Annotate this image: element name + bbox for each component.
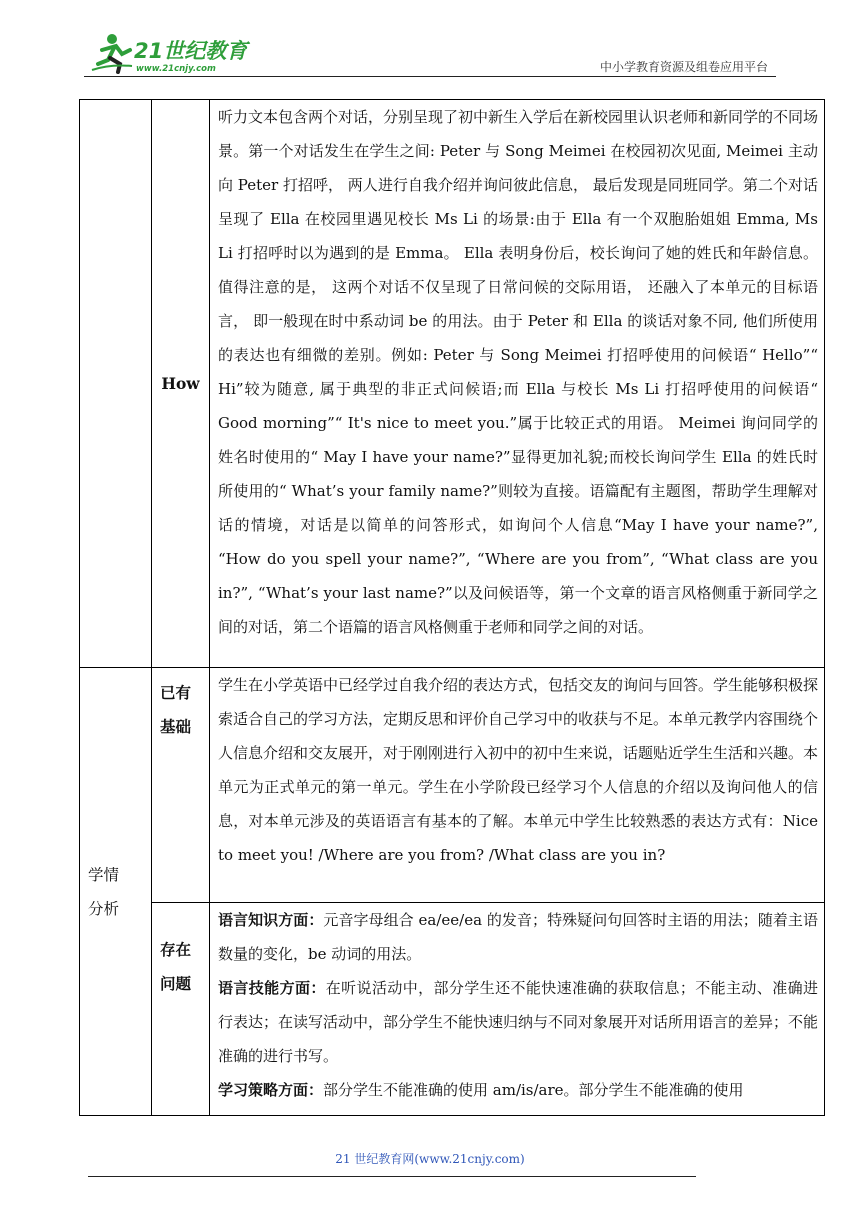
- problems-label-cell: [152, 903, 210, 1116]
- footer-url[interactable]: 21 世纪教育网(www.21cnjy.com): [335, 1152, 525, 1166]
- problems-text-cell: [210, 903, 825, 1116]
- table-row-how: [80, 100, 825, 668]
- problem-item: [218, 971, 818, 1073]
- foundation-label-line2: 基础: [160, 717, 192, 736]
- xueqing-label-line2: 分析: [88, 899, 120, 918]
- header-divider: [84, 76, 776, 77]
- how-label: How: [152, 100, 210, 668]
- problems-label-line1: 存在: [160, 940, 192, 959]
- problem-item-title: 学习策略方面：: [218, 1081, 324, 1099]
- problems-label-line2: 问题: [160, 974, 192, 993]
- empty-cell: [80, 100, 152, 668]
- xueqing-label-line1: 学情: [88, 865, 120, 884]
- problem-item-text: 在听说活动中，部分学生还不能快速准确的获取信息；不能主动、准确进行表达；在读写活动中，部分学生不能快速归纳与不同对象展开对话所用语言的差异；不能准确的进行书写。: [218, 979, 819, 1065]
- logo-text: 21世纪教育: [134, 39, 248, 63]
- logo-url: www.21cnjy.com: [136, 64, 216, 74]
- problem-item-title: 语言技能方面：: [218, 979, 326, 997]
- footer-divider: [88, 1176, 696, 1177]
- problem-item: [218, 903, 818, 971]
- how-text: 听力文本包含两个对话，分别呈现了初中新生入学后在新校园里认识老师和新同学的不同场景。第一个对话发生在学生之间: Peter 与 Song Meimei 在校园初次见面, Meimei 主动向 Peter 打招呼， 两人进行自我介绍并询问彼此信息， 最后发现是同班同学。第二个对话呈现了 Ella 在校园里遇见校长 Ms Li 的场景:由于 Ella 有一个双胞胎姐姐 Emma, Ms Li 打招呼时以为遇到的是 Emma。 Ella 表明身份后，校长询问了她的姓氏和年龄信息。值得注意的是， 这两个对话不仅呈现了日常问候的交际用语， 还融入了本单元的目标语言， 即一般现在时中系动词 be 的用法。由于 Peter 和 Ella 的谈话对象不同, 他们所使用的表达也有细微的差别。例如: Peter 与 Song Meimei 打招呼使用的问候语“ Hello”“ Hi”较为随意, 属于典型的非正式问候语;而 Ella 与校长 Ms Li 打招呼使用的问候语“ Good morning”“ It's nice to meet you.”属于比较正式的用语。 Meimei 询问同学的姓名时使用的“ May I have your name?”显得更加礼貌;而校长询问学生 Ella 的姓氏时所使用的“ What’s your family name?”则较为直接。语篇配有主题图，帮助学生理解对话的情境，对话是以简单的问答形式，如询问个人信息“May I have your name?”, “How do you spell your name?”, “Where are you from”, “What class are you in?”, “What’s your last name?”以及问候语等，第一个文章的语言风格侧重于新同学之间的对话，第二个语篇的语言风格侧重于老师和同学之间的对话。: [210, 100, 825, 668]
- runner-icon: [92, 34, 132, 72]
- foundation-label-cell: [152, 668, 210, 903]
- foundation-label-line1: 已有: [160, 683, 192, 702]
- table-row-problems: [80, 903, 825, 1116]
- header-platform-text: 中小学教育资源及组卷应用平台: [599, 60, 768, 74]
- problem-item-text: 部分学生不能准确的使用 am/is/are。部分学生不能准确的使用: [323, 1081, 744, 1099]
- page-header: [84, 30, 776, 78]
- foundation-text: 学生在小学英语中已经学过自我介绍的表达方式，包括交友的询问与回答。学生能够积极探索适合自己的学习方法，定期反思和评价自己学习中的收获与不足。本单元教学内容围绕个人信息介绍和交友展开，对于刚刚进行入初中的初中生来说，话题贴近学生生活和兴趣。本单元为正式单元的第一单元。学生在小学阶段已经学习个人信息的介绍以及询问他人的信息，对本单元涉及的英语语言有基本的了解。本单元中学生比较熟悉的表达方式有：Nice to meet you! /Where are you from? /What class are you in?: [210, 668, 825, 903]
- table-row-foundation: [80, 668, 825, 903]
- xueqing-label-cell: [80, 668, 152, 1116]
- problem-item-text: 元音字母组合 ea/ee/ea 的发音；特殊疑问句回答时主语的用法；随着主语数量的变化，be 动词的用法。: [218, 911, 818, 963]
- problem-item: [218, 1073, 818, 1107]
- logo: [88, 30, 258, 76]
- analysis-table: [79, 99, 825, 1116]
- problem-item-title: 语言知识方面：: [218, 911, 324, 929]
